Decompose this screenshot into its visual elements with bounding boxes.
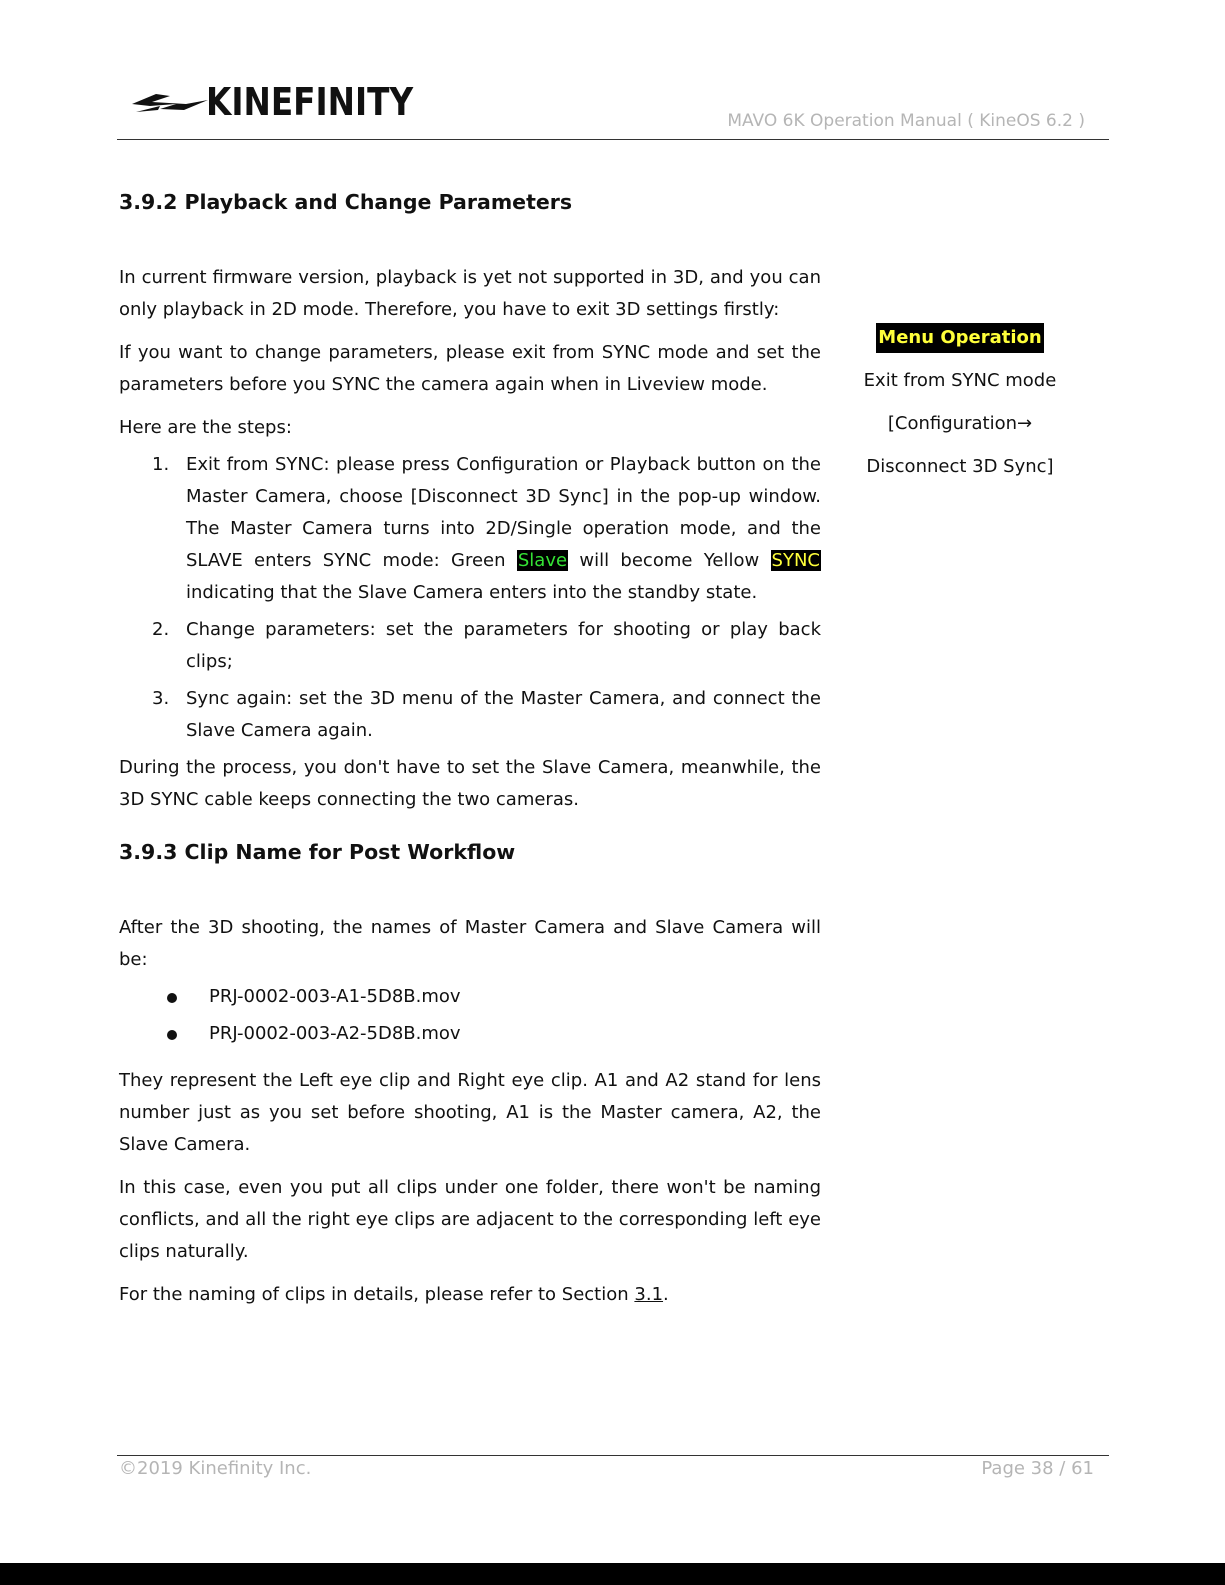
sync-status-badge: SYNC <box>771 550 821 571</box>
sidebar-line: Exit from SYNC mode <box>863 370 1057 391</box>
list-item <box>119 449 821 609</box>
list-item <box>119 614 821 678</box>
step-text: indicating that the Slave Camera enters into the standby state. <box>186 582 758 603</box>
step-text: Exit from SYNC: please press Configuration or Playback button on the Master Camera, choose [Disconnect 3D Sync] in the pop-up window. The Master Camera turns into 2D/Single operation mode, and the SLAVE enters SYNC mode: Green <box>186 454 821 571</box>
sidebar-line: Disconnect 3D Sync] <box>866 456 1054 477</box>
bottom-bar <box>0 1563 1225 1585</box>
step-text: will become Yellow <box>568 550 771 571</box>
list-number: 1. <box>152 454 170 475</box>
paragraph: They represent the Left eye clip and Right eye clip. A1 and A2 stand for lens number just as you set before shooting, A1 is the Master camera, A2, the Slave Camera. <box>119 1070 821 1155</box>
clip-name-list <box>119 981 821 1055</box>
paragraph: If you want to change parameters, please exit from SYNC mode and set the parameters before you SYNC the camera again when in Liveview mode. <box>119 342 821 395</box>
list-number: 2. <box>152 619 170 640</box>
copyright: ©2019 Kinefinity Inc. <box>119 1458 312 1479</box>
paragraph-text: . <box>663 1284 669 1305</box>
slave-status-badge: Slave <box>517 550 568 571</box>
menu-operation-sidebar <box>845 316 1075 488</box>
bullet-icon <box>167 993 177 1003</box>
paragraph: During the process, you don't have to set the Slave Camera, meanwhile, the 3D SYNC cable keeps connecting the two cameras. <box>119 757 821 810</box>
paragraph <box>119 1279 821 1311</box>
main-content <box>119 186 821 1311</box>
document-title: MAVO 6K Operation Manual ( KineOS 6.2 ) <box>727 111 1085 131</box>
sidebar-title: Menu Operation <box>876 323 1043 353</box>
list-number: 3. <box>152 688 170 709</box>
list-item <box>119 981 821 1018</box>
clip-filename: PRJ-0002-003-A2-5D8B.mov <box>209 1023 461 1044</box>
list-item <box>119 683 821 747</box>
section-heading-3-9-3: 3.9.3 Clip Name for Post Workflow <box>119 840 516 864</box>
kinefinity-logo-icon <box>130 82 210 122</box>
sidebar-line: [Configuration→ <box>887 413 1033 434</box>
page-number: Page 38 / 61 <box>981 1458 1094 1479</box>
section-heading-3-9-2: 3.9.2 Playback and Change Parameters <box>119 190 573 214</box>
header-rule <box>117 139 1109 140</box>
step-text: Change parameters: set the parameters for shooting or play back clips; <box>186 619 821 672</box>
paragraph: Here are the steps: <box>119 417 292 438</box>
section-link[interactable]: 3.1 <box>634 1284 664 1305</box>
list-item <box>119 1018 821 1055</box>
clip-filename: PRJ-0002-003-A1-5D8B.mov <box>209 986 461 1007</box>
paragraph-text: For the naming of clips in details, please refer to Section <box>119 1284 635 1305</box>
steps-list <box>119 449 821 747</box>
bullet-icon <box>167 1030 177 1040</box>
logo-wordmark: KINEFINITY <box>206 80 414 124</box>
paragraph: In this case, even you put all clips under one folder, there won't be naming conflicts, and all the right eye clips are adjacent to the corresponding left eye clips naturally. <box>119 1177 821 1262</box>
paragraph: After the 3D shooting, the names of Master Camera and Slave Camera will be: <box>119 917 821 970</box>
kinefinity-logo <box>130 80 447 124</box>
step-text: Sync again: set the 3D menu of the Master Camera, and connect the Slave Camera again. <box>186 688 821 741</box>
paragraph: In current firmware version, playback is yet not supported in 3D, and you can only playback in 2D mode. Therefore, you have to exit 3D settings firstly: <box>119 267 821 320</box>
